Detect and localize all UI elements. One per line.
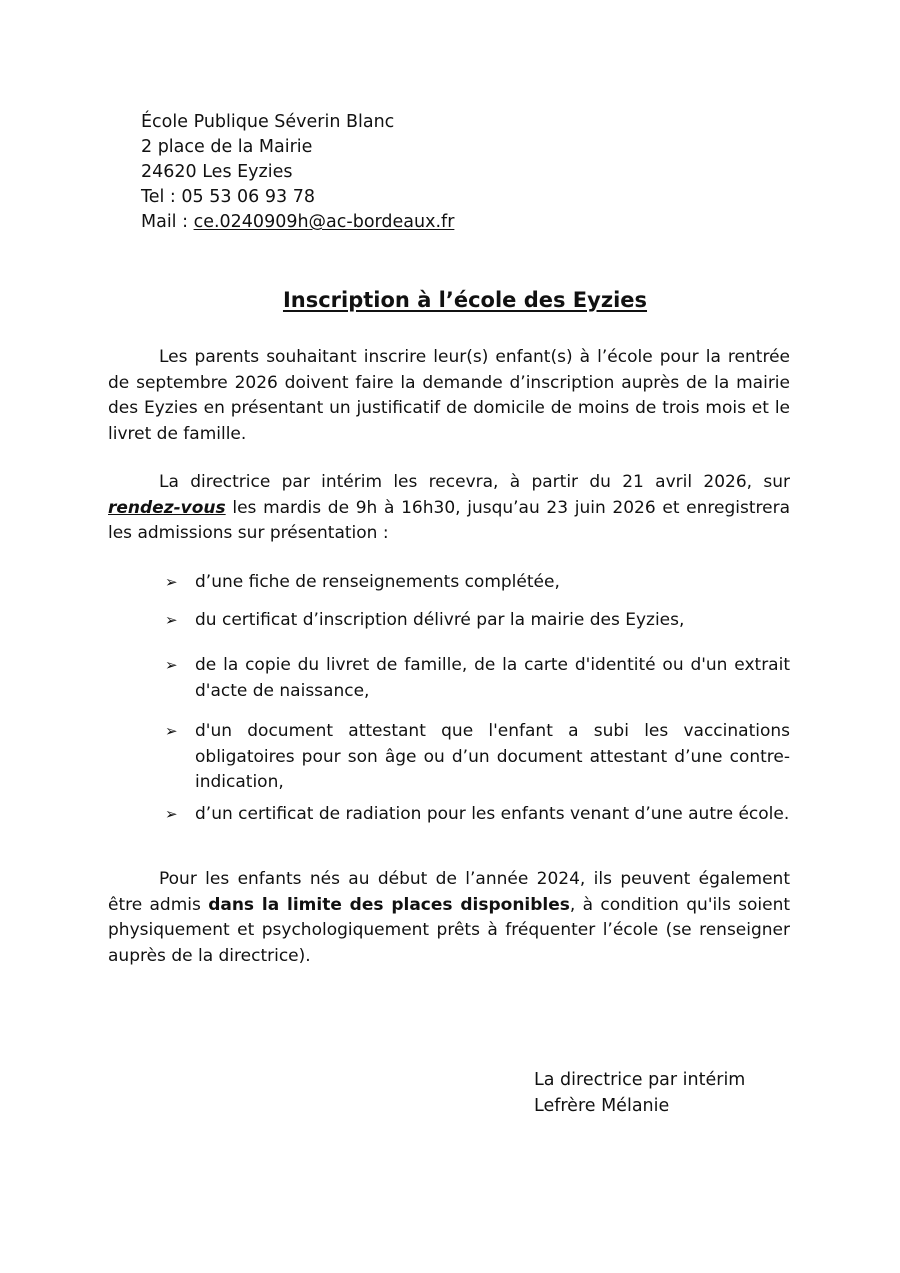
list-item bbox=[165, 802, 790, 828]
list-item bbox=[165, 719, 790, 796]
school-mail-line bbox=[141, 210, 454, 235]
paragraph-registration: Les parents souhaitant inscrire leur(s) enfant(s) à l’école pour la rentrée de septembre 2026 doivent faire la demande d’inscription auprès de la mairie des Eyzies en présentant un justificatif de domicile de moins de trois mois et le livret de famille. bbox=[108, 347, 790, 444]
paragraph-appointment-end: les mardis de 9h à 16h30, jusqu’au 23 juin 2026 et enregistrera les admissions sur présentation : bbox=[108, 497, 790, 543]
signature-block bbox=[534, 1068, 745, 1119]
arrow-bullet-icon: ➢ bbox=[165, 573, 178, 591]
signature-role: La directrice par intérim bbox=[534, 1070, 746, 1090]
list-item-text: de la copie du livret de famille, de la carte d'identité ou d'un extrait d'acte de naissance, bbox=[195, 655, 790, 701]
phone-number: 05 53 06 93 78 bbox=[181, 187, 315, 207]
arrow-bullet-icon: ➢ bbox=[165, 611, 178, 629]
school-street: 2 place de la Mairie bbox=[141, 137, 313, 157]
paragraph-early-admission-start: Pour les enfants nés au début de l’année 2024, ils peuvent également être admis bbox=[108, 869, 790, 915]
phone-label: Tel : bbox=[141, 187, 182, 207]
school-city: 24620 Les Eyzies bbox=[141, 162, 293, 182]
school-phone-line bbox=[141, 185, 454, 210]
list-item-text: d’un certificat de radiation pour les enfants venant d’une autre école. bbox=[195, 804, 790, 824]
school-name: École Publique Séverin Blanc bbox=[141, 112, 395, 132]
arrow-bullet-icon: ➢ bbox=[165, 805, 178, 823]
places-limit-emphasis: dans la limite des places disponibles bbox=[208, 894, 570, 915]
list-item bbox=[165, 570, 790, 596]
list-item bbox=[165, 653, 790, 704]
document-title: Inscription à l’école des Eyzies bbox=[282, 288, 648, 312]
mail-link[interactable]: ce.0240909h@ac-bordeaux.fr bbox=[193, 212, 455, 232]
paragraph-appointment bbox=[108, 470, 790, 547]
school-address-block bbox=[141, 110, 454, 235]
list-item-text: du certificat d’inscription délivré par la mairie des Eyzies, bbox=[195, 610, 685, 630]
signature-name: Lefrère Mélanie bbox=[534, 1095, 670, 1116]
list-item-text: d'un document attestant que l'enfant a subi les vaccinations obligatoires pour son âge ou d’un document attestant d’une contre-indication, bbox=[195, 721, 790, 792]
mail-label: Mail : bbox=[141, 212, 194, 232]
list-item-text: d’une fiche de renseignements complétée, bbox=[195, 572, 560, 592]
arrow-bullet-icon: ➢ bbox=[165, 656, 178, 674]
list-item bbox=[165, 608, 790, 634]
paragraph-early-admission-end: , à condition qu'ils soient physiquement et psychologiquement prêts à fréquenter l’école (se renseigner auprès de la directrice). bbox=[108, 894, 791, 966]
arrow-bullet-icon: ➢ bbox=[165, 722, 178, 740]
paragraph-early-admission bbox=[108, 867, 790, 969]
paragraph-appointment-start: La directrice par intérim les recevra, à partir du 21 avril 2026, sur bbox=[159, 472, 790, 492]
appointment-emphasis: rendez-vous bbox=[108, 497, 226, 518]
